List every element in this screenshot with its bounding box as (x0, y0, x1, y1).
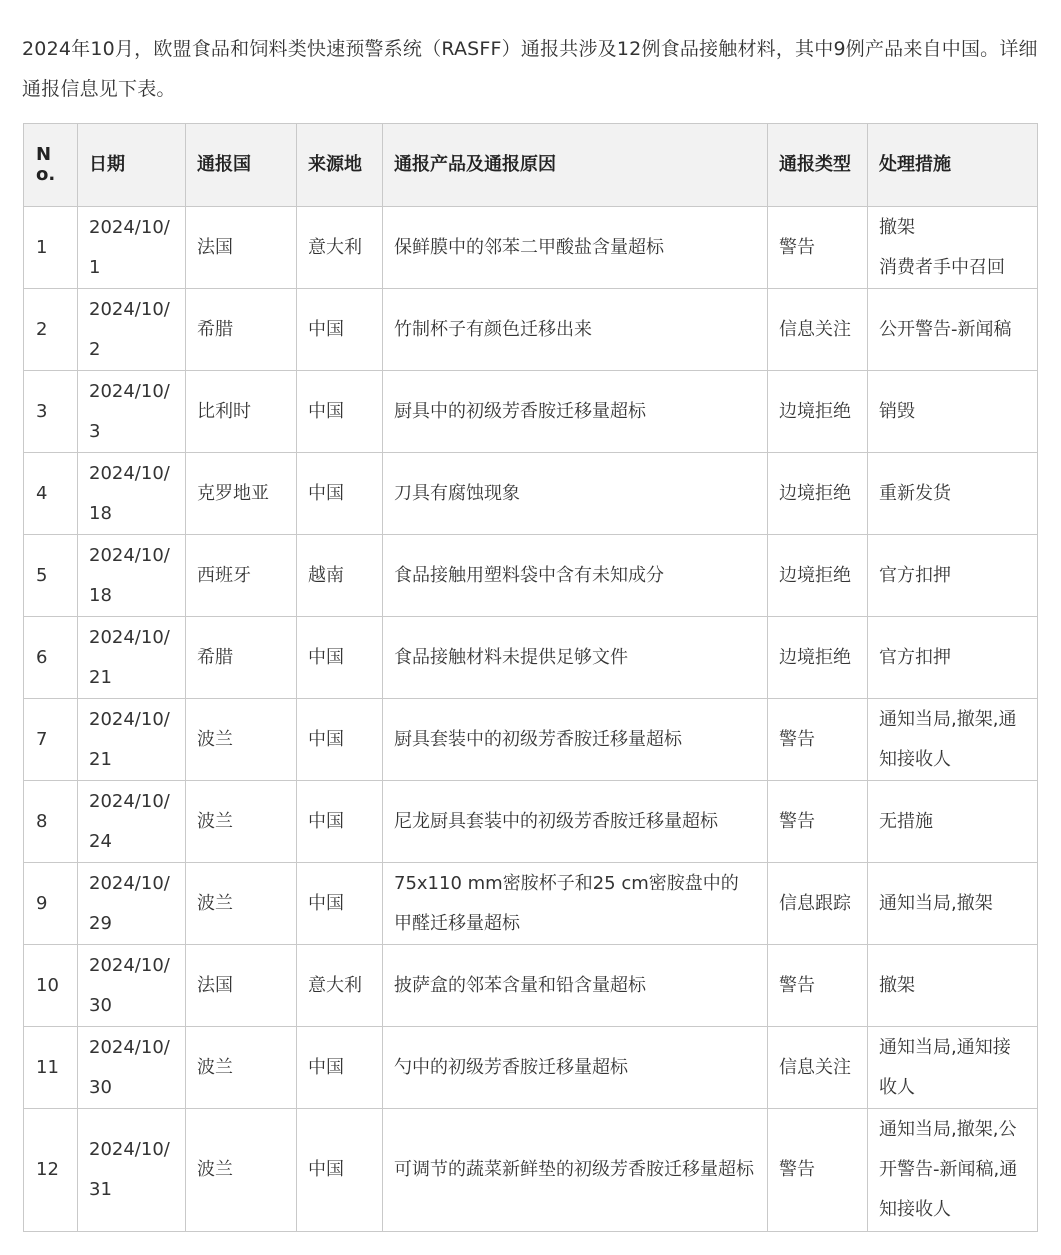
cell-type: 警告 (768, 945, 868, 1027)
cell-type: 警告 (768, 699, 868, 781)
cell-country: 波兰 (186, 863, 297, 945)
cell-date: 2024/10/31 (78, 1109, 186, 1232)
cell-country: 波兰 (186, 781, 297, 863)
table-row (24, 863, 1038, 945)
cell-no: 1 (24, 207, 78, 289)
cell-country: 波兰 (186, 1027, 297, 1109)
cell-measure: 重新发货 (868, 453, 1038, 535)
cell-date: 2024/10/21 (78, 699, 186, 781)
cell-product: 75x110 mm密胺杯子和25 cm密胺盘中的甲醛迁移量超标 (383, 863, 768, 945)
cell-product: 食品接触用塑料袋中含有未知成分 (383, 535, 768, 617)
cell-country: 法国 (186, 207, 297, 289)
cell-country: 波兰 (186, 699, 297, 781)
cell-no: 11 (24, 1027, 78, 1109)
cell-country: 克罗地亚 (186, 453, 297, 535)
cell-origin: 中国 (297, 617, 383, 699)
cell-no: 8 (24, 781, 78, 863)
cell-product: 厨具中的初级芳香胺迁移量超标 (383, 371, 768, 453)
cell-no: 4 (24, 453, 78, 535)
cell-product: 披萨盒的邻苯含量和铅含量超标 (383, 945, 768, 1027)
cell-origin: 中国 (297, 1109, 383, 1232)
table-row (24, 781, 1038, 863)
cell-origin: 中国 (297, 863, 383, 945)
cell-measure: 销毁 (868, 371, 1038, 453)
cell-country: 比利时 (186, 371, 297, 453)
cell-no: 10 (24, 945, 78, 1027)
cell-date: 2024/10/21 (78, 617, 186, 699)
intro-paragraph: 2024年10月，欧盟食品和饲料类快速预警系统（RASFF）通报共涉及12例食品接触材料，其中9例产品来自中国。详细通报信息见下表。 (22, 38, 1038, 100)
table-row (24, 945, 1038, 1027)
cell-type: 信息跟踪 (768, 863, 868, 945)
cell-measure: 通知当局,通知接收人 (868, 1027, 1038, 1109)
cell-type: 警告 (768, 781, 868, 863)
cell-date: 2024/10/29 (78, 863, 186, 945)
cell-no: 6 (24, 617, 78, 699)
cell-no: 7 (24, 699, 78, 781)
cell-measure: 撤架 消费者手中召回 (868, 207, 1038, 289)
cell-product: 可调节的蔬菜新鲜垫的初级芳香胺迁移量超标 (383, 1109, 768, 1232)
cell-type: 信息关注 (768, 289, 868, 371)
rasff-notice-table (23, 123, 1038, 1232)
table-row (24, 289, 1038, 371)
cell-no: 3 (24, 371, 78, 453)
cell-date: 2024/10/30 (78, 1027, 186, 1109)
cell-type: 信息关注 (768, 1027, 868, 1109)
cell-date: 2024/10/3 (78, 371, 186, 453)
header-date: 日期 (78, 124, 186, 207)
table-row (24, 617, 1038, 699)
cell-no: 12 (24, 1109, 78, 1232)
cell-no: 5 (24, 535, 78, 617)
table-header-row (24, 124, 1038, 207)
cell-country: 希腊 (186, 617, 297, 699)
cell-measure: 通知当局,撤架,通知接收人 (868, 699, 1038, 781)
cell-measure: 通知当局,撤架,公开警告-新闻稿,通知接收人 (868, 1109, 1038, 1232)
cell-country: 法国 (186, 945, 297, 1027)
cell-date: 2024/10/1 (78, 207, 186, 289)
cell-date: 2024/10/24 (78, 781, 186, 863)
cell-origin: 意大利 (297, 207, 383, 289)
table-row (24, 453, 1038, 535)
cell-product: 竹制杯子有颜色迁移出来 (383, 289, 768, 371)
header-country: 通报国 (186, 124, 297, 207)
cell-no: 2 (24, 289, 78, 371)
header-measure: 处理措施 (868, 124, 1038, 207)
cell-measure: 公开警告-新闻稿 (868, 289, 1038, 371)
header-product: 通报产品及通报原因 (383, 124, 768, 207)
cell-date: 2024/10/18 (78, 535, 186, 617)
header-no: No. (24, 124, 78, 207)
table-row (24, 535, 1038, 617)
cell-origin: 越南 (297, 535, 383, 617)
table-row (24, 1027, 1038, 1109)
cell-measure: 撤架 (868, 945, 1038, 1027)
cell-measure: 通知当局,撤架 (868, 863, 1038, 945)
cell-origin: 中国 (297, 371, 383, 453)
cell-origin: 中国 (297, 699, 383, 781)
cell-product: 刀具有腐蚀现象 (383, 453, 768, 535)
header-origin: 来源地 (297, 124, 383, 207)
cell-origin: 中国 (297, 781, 383, 863)
cell-country: 西班牙 (186, 535, 297, 617)
cell-date: 2024/10/2 (78, 289, 186, 371)
cell-type: 边境拒绝 (768, 535, 868, 617)
cell-type: 边境拒绝 (768, 453, 868, 535)
cell-origin: 中国 (297, 289, 383, 371)
cell-country: 波兰 (186, 1109, 297, 1232)
cell-date: 2024/10/18 (78, 453, 186, 535)
cell-product: 勺中的初级芳香胺迁移量超标 (383, 1027, 768, 1109)
cell-product: 厨具套装中的初级芳香胺迁移量超标 (383, 699, 768, 781)
cell-product: 食品接触材料未提供足够文件 (383, 617, 768, 699)
table-row (24, 371, 1038, 453)
cell-measure: 官方扣押 (868, 617, 1038, 699)
cell-country: 希腊 (186, 289, 297, 371)
cell-type: 边境拒绝 (768, 371, 868, 453)
cell-origin: 中国 (297, 1027, 383, 1109)
cell-measure: 官方扣押 (868, 535, 1038, 617)
cell-product: 尼龙厨具套装中的初级芳香胺迁移量超标 (383, 781, 768, 863)
cell-type: 边境拒绝 (768, 617, 868, 699)
table-row (24, 699, 1038, 781)
header-type: 通报类型 (768, 124, 868, 207)
table-row (24, 1109, 1038, 1232)
cell-no: 9 (24, 863, 78, 945)
cell-type: 警告 (768, 1109, 868, 1232)
cell-date: 2024/10/30 (78, 945, 186, 1027)
cell-product: 保鲜膜中的邻苯二甲酸盐含量超标 (383, 207, 768, 289)
cell-type: 警告 (768, 207, 868, 289)
cell-measure: 无措施 (868, 781, 1038, 863)
cell-origin: 中国 (297, 453, 383, 535)
cell-origin: 意大利 (297, 945, 383, 1027)
table-row (24, 207, 1038, 289)
